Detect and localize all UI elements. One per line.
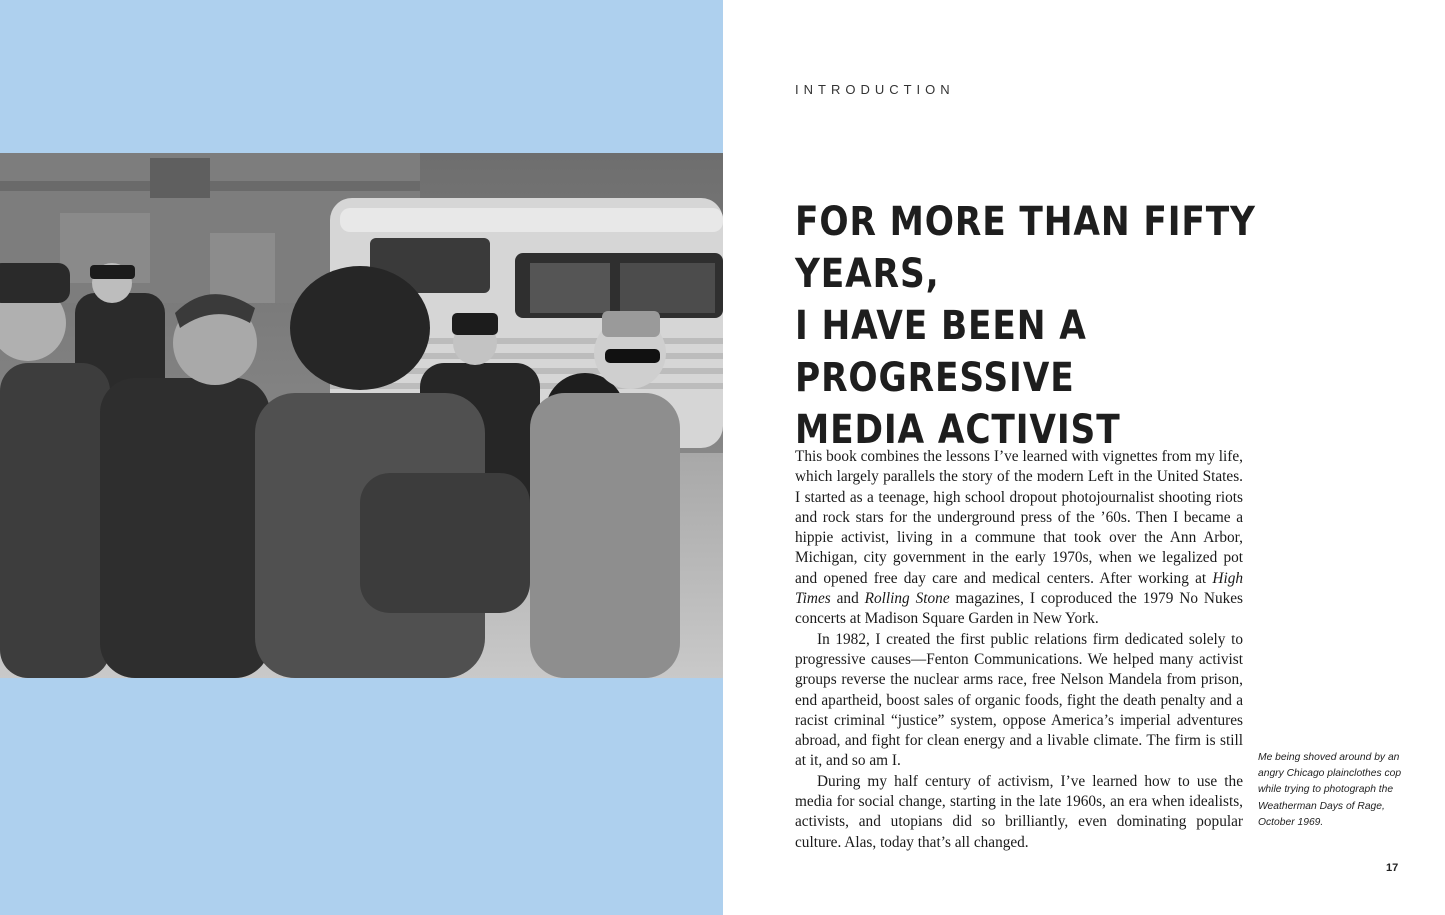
photo-caption: Me being shoved around by an angry Chicago plainclothes cop while trying to photograph the Weatherman Days of Rage, October 1969. [1258, 752, 1402, 828]
paragraph: In 1982, I created the first public relations firm dedicated solely to progressive causes—Fenton Communications. We helped many activist groups reverse the nuclear arms race, free Nelson Mandela from prison, end apartheid, boost sales of organic foods, fight the death penalty and a racist criminal “justice” system, oppose America’s imperial adventures abroad, and fight for clean energy and a livable climate. The firm is still at it, and so am I. [795, 630, 1243, 770]
street-confrontation-photo [0, 153, 723, 678]
chapter-heading [795, 196, 1311, 456]
heading-line: MEDIA ACTIVIST [795, 407, 1121, 453]
magazine-title: Rolling Stone [864, 590, 950, 608]
paragraph: This book combines the lessons I’ve learned with vignettes from my life, which largely parallels the story of the modern Left in the United States. I started as a teenage, high school dropout photojournalist shooting riots and rock stars for the underground press of the ’60s. Then I became a hippie activist, living in a commune that took over the Ann Arbor, Michigan, city government in the early 1970s, when we legalized pot and opened free day care and medical centers. After working at High Times and Rolling Stone magazines, I coproduced the 1979 No Nukes concerts at Madison Square Garden in New York. [795, 448, 1243, 628]
section-label: INTRODUCTION [795, 82, 955, 97]
paragraph: During my half century of activism, I’ve learned how to use the media for social change, starting in the late 1960s, an era when idealists, activists, and utopians did so brilliantly, even dominating popular culture. Alas, today that’s all changed. [795, 772, 1243, 851]
page-number: 17 [1386, 862, 1399, 874]
heading-line: FOR MORE THAN FIFTY YEARS, [795, 199, 1256, 297]
body-text [795, 447, 1243, 853]
magazine-title: High Times [795, 569, 1243, 608]
heading-line: I HAVE BEEN A PROGRESSIVE [795, 303, 1087, 401]
